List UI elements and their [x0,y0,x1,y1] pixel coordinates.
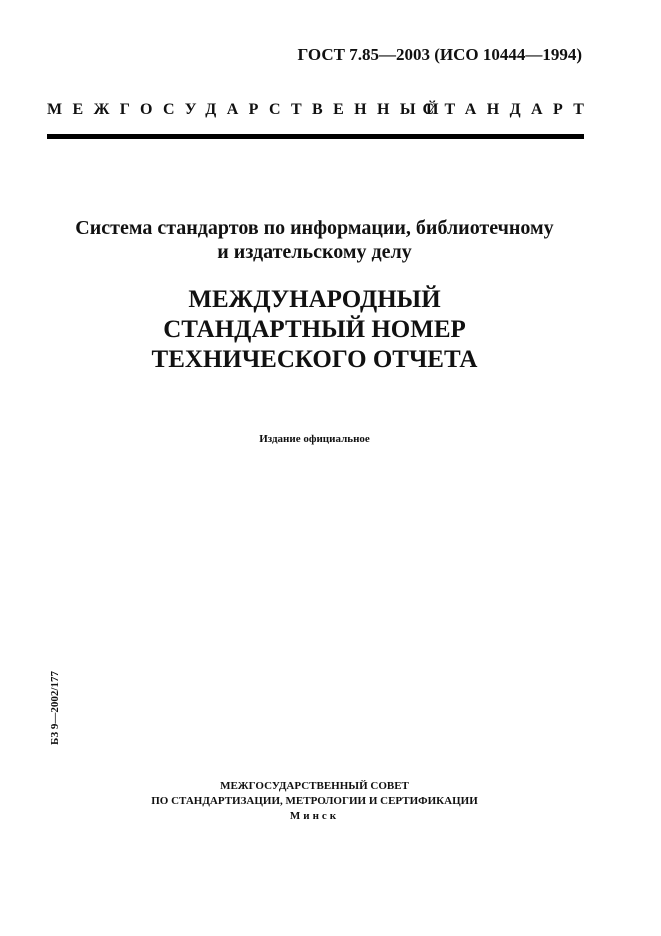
series-title-line-2: и издательскому делу [217,241,412,263]
publisher-line-1: МЕЖГОСУДАРСТВЕННЫЙ СОВЕТ [220,780,409,792]
document-title-line-1: МЕЖДУНАРОДНЫЙ [188,286,441,313]
category-standard: СТАНДАРТ [422,101,595,118]
document-title [0,285,629,375]
publisher-line-2: ПО СТАНДАРТИЗАЦИИ, МЕТРОЛОГИИ И СЕРТИФИКАЦИИ [151,795,478,807]
document-number: ГОСТ 7.85—2003 (ИСО 10444—1994) [297,45,582,64]
header-divider [47,134,584,139]
publisher-block [0,779,629,824]
series-title-line-1: Система стандартов по информации, библиотечному [75,217,554,239]
edition-label: Издание официальное [259,433,370,445]
series-title [0,216,629,264]
publisher-city: Минск [289,810,340,822]
document-title-line-2: СТАНДАРТНЫЙ НОМЕР [163,316,466,343]
side-catalog-code: БЗ 9—2002/177 [49,671,61,745]
document-title-line-3: ТЕХНИЧЕСКОГО ОТЧЕТА [151,346,478,373]
standard-category-header [47,101,595,125]
category-interstate: МЕЖГОСУДАРСТВЕННЫЙ [47,101,449,118]
